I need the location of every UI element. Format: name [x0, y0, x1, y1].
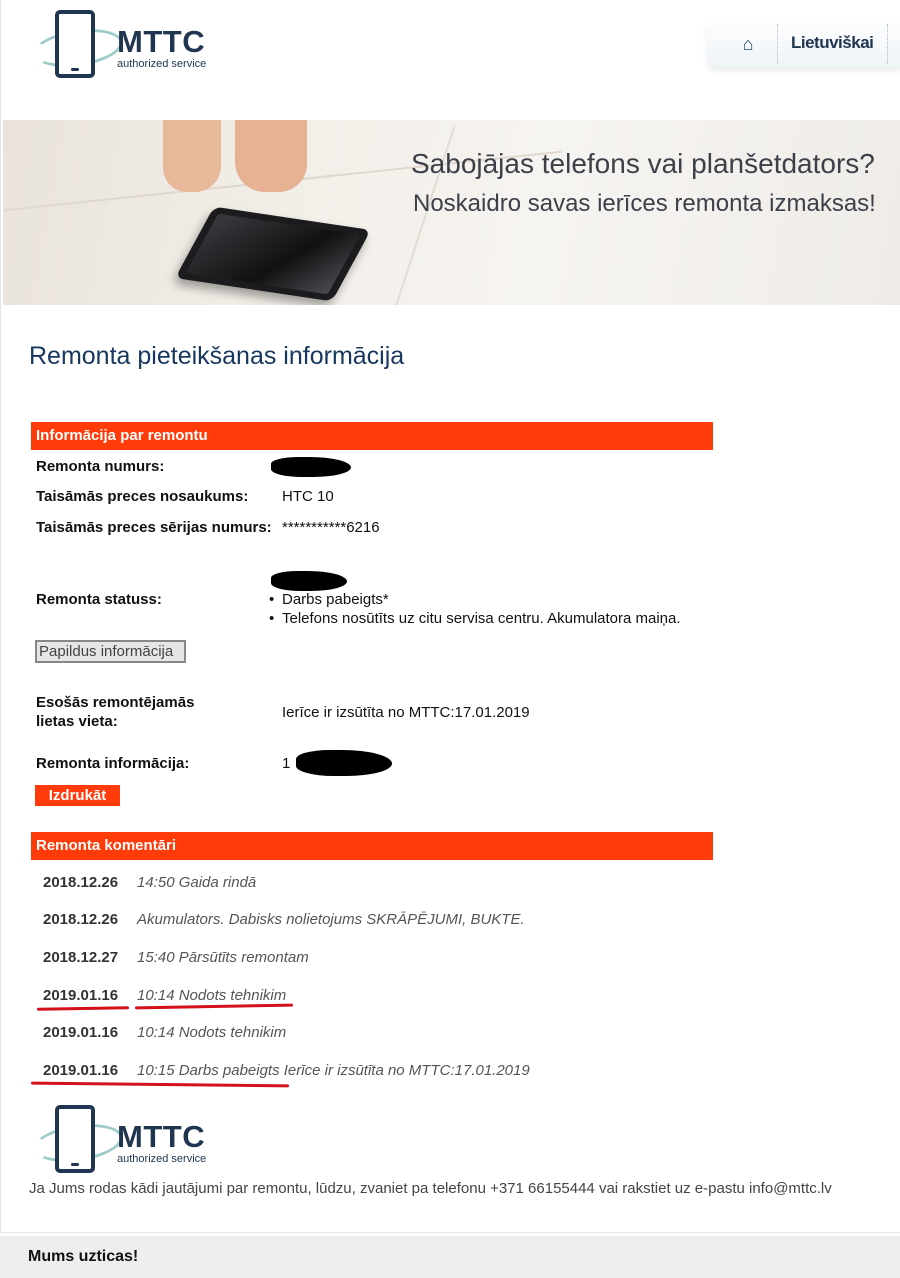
repair-number-label: Remonta numurs:	[36, 458, 165, 475]
print-button[interactable]: Izdrukāt	[35, 785, 120, 806]
broken-phone-image	[175, 207, 371, 302]
comment-date: 2018.12.26	[43, 911, 119, 928]
comment-text: 14:50 Gaida rindā	[137, 874, 257, 891]
comment-date: 2018.12.27	[43, 949, 119, 966]
trusted-by-heading: Mums uzticas!	[28, 1248, 139, 1265]
logo-wordmark: MTTC	[117, 1119, 206, 1154]
serial-number-label: Taisāmās preces sērijas numurs:	[36, 519, 272, 536]
comment-text: Akumulators. Dabisks nolietojums SKRĀPĒJUMI, BUKTE.	[137, 911, 525, 928]
section-header-comments: Remonta komentāri	[31, 832, 713, 860]
nav-divider	[887, 24, 888, 64]
comment-text: 10:14 Nodots tehnikim	[137, 1024, 287, 1041]
location-value: Ierīce ir izsūtīta no MTTC:17.01.2019	[282, 704, 530, 721]
comment-date: 2018.12.26	[43, 874, 119, 891]
product-name-label: Taisāmās preces nosaukums:	[36, 488, 249, 505]
more-info-button[interactable]: Papildus informācija	[35, 640, 186, 663]
comment-row	[43, 948, 309, 968]
phone-icon	[55, 1105, 95, 1173]
home-icon[interactable]: ⌂	[742, 34, 754, 54]
comment-date: 2019.01.16	[43, 1062, 119, 1079]
logo-subtitle: authorized service	[117, 58, 207, 70]
comment-text: 10:14 Nodots tehnikim	[137, 987, 287, 1004]
top-nav	[707, 18, 900, 68]
repair-info-value: 1	[282, 755, 291, 772]
comment-date: 2019.01.16	[43, 1024, 119, 1041]
page-title: Remonta pieteikšanas informācija	[29, 342, 405, 370]
status-list	[269, 590, 681, 628]
comment-row	[43, 873, 256, 893]
banner-subheadline: Noskaidro savas ierīces remonta izmaksas!	[413, 190, 876, 217]
foot-image	[235, 120, 307, 192]
nav-divider	[777, 24, 778, 64]
promo-banner[interactable]	[3, 120, 900, 305]
status-item: • Telefons nosūtīts uz citu servisa centru. Akumulatora maiņa.	[269, 609, 681, 628]
redaction-mark	[271, 457, 351, 477]
serial-number-value: ***********6216	[282, 519, 380, 536]
contact-text: Ja Jums rodas kādi jautājumi par remontu, lūdzu, zvaniet pa telefonu +371 66155444 vai rakstiet uz e-pastu info@mttc.lv	[29, 1180, 832, 1197]
redaction-mark	[296, 750, 392, 776]
foot-image	[163, 120, 221, 192]
banner-headline: Sabojājas telefons vai planšetdators?	[411, 148, 875, 179]
mttc-logo[interactable]	[31, 8, 221, 82]
logo-wordmark: MTTC	[117, 24, 206, 59]
comment-row	[43, 1061, 530, 1081]
status-item: • Darbs pabeigts*	[269, 590, 681, 609]
footer-logo[interactable]	[31, 1103, 221, 1177]
annotation-underline	[31, 1082, 289, 1088]
repair-info-label: Remonta informācija:	[36, 755, 190, 772]
comment-date: 2019.01.16	[43, 987, 119, 1004]
comment-row	[43, 1023, 286, 1043]
phone-icon	[55, 10, 95, 78]
redaction-mark	[271, 571, 347, 591]
status-label: Remonta statuss:	[36, 591, 162, 608]
location-label-line1: Esošās remontējamās	[36, 694, 195, 711]
comment-row	[43, 910, 525, 930]
section-header-repair-info: Informācija par remontu	[31, 422, 713, 450]
language-link[interactable]: Lietuviškai	[791, 33, 874, 52]
location-label-line2: lietas vieta:	[36, 713, 118, 730]
comment-text: 10:15 Darbs pabeigts Ierīce ir izsūtīta no MTTC:17.01.2019	[137, 1062, 530, 1079]
comment-text: 15:40 Pārsūtīts remontam	[137, 949, 309, 966]
product-name-value: HTC 10	[282, 488, 334, 505]
comment-row	[43, 986, 286, 1006]
annotation-underline	[37, 1006, 129, 1011]
logo-subtitle: authorized service	[117, 1153, 207, 1165]
